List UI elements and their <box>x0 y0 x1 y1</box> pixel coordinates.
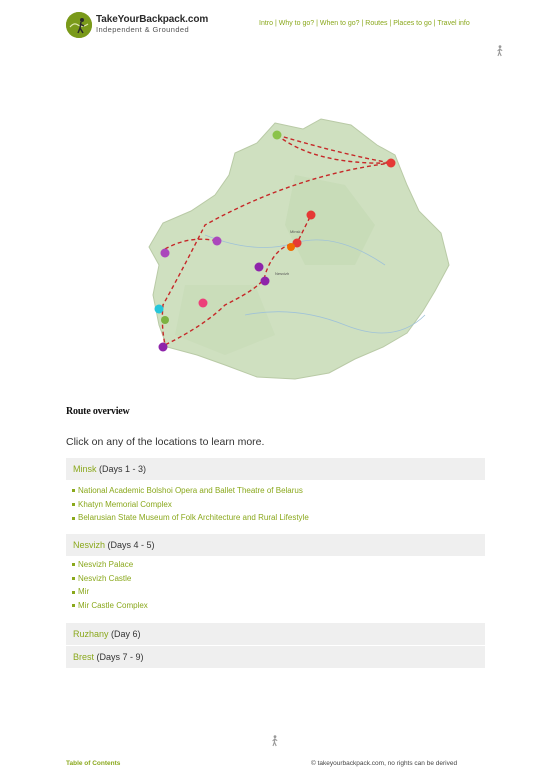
list-item <box>72 498 309 512</box>
bullet-icon <box>72 591 75 594</box>
day-row-ruzhany <box>66 623 485 645</box>
sub-link[interactable]: Khatyn Memorial Complex <box>78 499 172 509</box>
nav-item-intro[interactable]: Intro <box>259 20 274 27</box>
copyright-text: © takeyourbackpack.com, no rights can be derived <box>311 760 458 767</box>
map-pin <box>261 277 270 286</box>
bullet-icon <box>72 489 75 492</box>
day-range: (Days 1 - 3) <box>99 464 147 474</box>
place-link-nesvizh[interactable]: Nesvizh <box>73 540 106 550</box>
sub-link[interactable]: National Academic Bolshoi Opera and Ballet Theatre of Belarus <box>78 486 303 495</box>
list-item <box>72 511 309 525</box>
day-range: (Days 4 - 5) <box>107 540 155 550</box>
route-map[interactable] <box>145 115 450 387</box>
logo-icon[interactable] <box>66 12 92 38</box>
day-row-minsk <box>66 458 485 480</box>
table-of-contents-link[interactable]: Table of Contents <box>66 760 121 767</box>
bullet-icon <box>72 577 75 580</box>
map-pin <box>273 131 282 140</box>
place-link-minsk[interactable]: Minsk <box>73 464 97 474</box>
intro-text: Click on any of the locations to learn more. <box>66 436 265 448</box>
sub-link[interactable]: Mir <box>78 587 90 597</box>
map-pin <box>161 316 169 324</box>
sub-link[interactable]: Nesvizh Palace <box>78 560 134 569</box>
list-item <box>72 558 148 572</box>
place-link-brest[interactable]: Brest <box>73 652 95 662</box>
map-pin <box>213 237 222 246</box>
map-pin <box>255 263 264 272</box>
map-pin <box>199 299 208 308</box>
sub-list-minsk <box>72 484 309 525</box>
hiker-icon <box>495 45 505 57</box>
nav-item-places-to-go[interactable]: Places to go <box>393 20 432 27</box>
sub-link[interactable]: Belarusian State Museum of Folk Architecture and Rural Lifestyle <box>78 513 309 523</box>
page-header <box>0 0 550 50</box>
list-item <box>72 585 148 599</box>
map-label-nesvizh: Nesvizh <box>275 271 290 276</box>
day-row-brest <box>66 646 485 668</box>
list-item <box>72 484 309 498</box>
brand-tagline: Independent & Grounded <box>96 25 190 34</box>
sub-link[interactable]: Mir Castle Complex <box>78 601 148 611</box>
map-pin <box>307 211 316 220</box>
map-pin <box>287 243 295 251</box>
sub-list-nesvizh <box>72 558 148 613</box>
section-title: Route overview <box>66 406 130 417</box>
top-nav: Intro | Why to go? | When to go? | Routes | Places to go | Travel info <box>259 20 470 27</box>
map-pin <box>161 249 170 258</box>
day-range: (Day 6) <box>111 629 141 639</box>
brand-name[interactable]: TakeYourBackpack.com <box>96 14 209 25</box>
nav-item-when-to-go[interactable]: When to go? <box>319 20 360 27</box>
list-item <box>72 572 148 586</box>
nav-item-travel-info[interactable]: Travel info <box>437 20 470 27</box>
place-link-ruzhany[interactable]: Ruzhany <box>73 629 109 639</box>
bullet-icon <box>72 503 75 506</box>
bullet-icon <box>72 563 75 566</box>
hiker-icon <box>270 735 280 747</box>
nav-item-why-to-go[interactable]: Why to go? <box>278 20 315 27</box>
bullet-icon <box>72 604 75 607</box>
map-pin <box>159 343 168 352</box>
day-row-nesvizh <box>66 534 485 556</box>
day-range: (Days 7 - 9) <box>96 652 144 662</box>
map-pin <box>155 305 164 314</box>
sub-link[interactable]: Nesvizh Castle <box>78 573 132 583</box>
nav-item-routes[interactable]: Routes <box>365 20 388 27</box>
map-label-minsk: Minsk <box>290 229 301 234</box>
bullet-icon <box>72 517 75 520</box>
list-item <box>72 599 148 613</box>
map-pin <box>387 159 396 168</box>
